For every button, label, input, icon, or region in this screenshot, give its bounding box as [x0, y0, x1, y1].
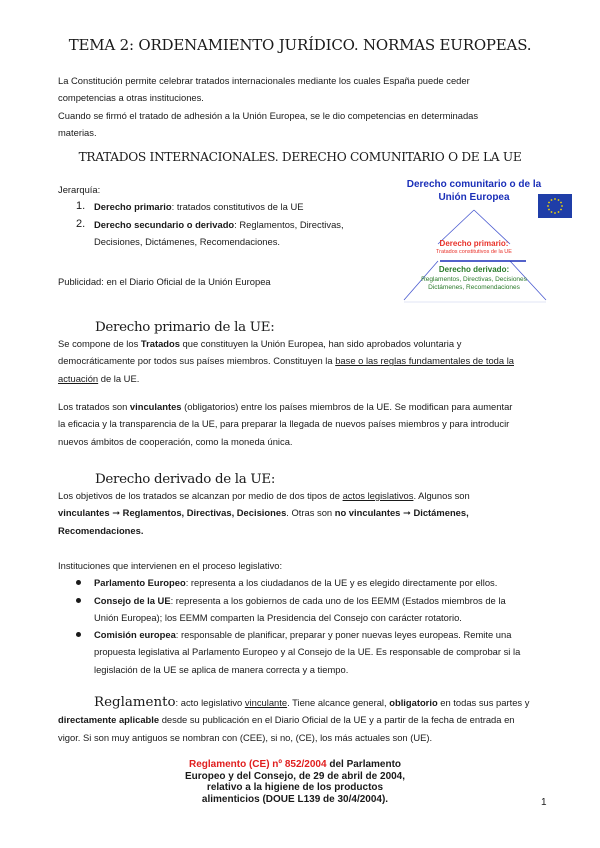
section-title-treaties: TRATADOS INTERNACIONALES. DERECHO COMUNITARIO O DE LA UE [78, 150, 522, 164]
derived-law-paragraph: Los objetivos de los tratados se alcanzan por medio de dos tipos de actos legislativos. Algunos son vinculantes ➞ Reglamentos, Directivas, Decisiones. Otras son no vinculantes ➞ Dictámenes, Recomendaciones. [58, 490, 470, 536]
primary-law-paragraph-1: Se compone de los Tratados que constituyen la Unión Europea, han sido aprobados voluntaria y democráticamente por todos sus países miembros. Constituyen la base o las reglas fundamentales de toda la actuación de la UE. [58, 338, 514, 384]
regulation-citation: Reglamento (CE) nº 852/2004 del Parlamento Europeo y del Consejo, de 29 de abril de 2004, relativo a la higiene de los productos alimenticios (DOUE L139 de 30/4/2004). [184, 759, 406, 805]
arrow-right-icon: ➞ [112, 507, 121, 519]
diagram-primary-law: Derecho primario: Tratados constitutivos de la UE [436, 239, 512, 255]
publicity-note: Publicidad: en el Diario Oficial de la Unión Europea [58, 276, 271, 287]
intro-line: Cuando se firmó el tratado de adhesión a la Unión Europea, se le dio competencias en determinadas [58, 109, 479, 121]
heading-primary-law: Derecho primario de la UE: [95, 320, 275, 335]
intro-line: competencias a otras instituciones. [58, 92, 204, 104]
diagram-derived-law: Derecho derivado: Reglamentos, Directivas, Decisiones Dictámenes, Recomendaciones [421, 265, 527, 291]
page-number: 1 [541, 797, 547, 808]
hierarchy-block [58, 181, 388, 250]
institutions-list [58, 574, 578, 678]
bullet-icon [76, 632, 81, 637]
institution-item-commission: Comisión europea: responsable de planificar, preparar y poner nuevas leyes europeas. Remite una propuesta legislativa al Parlamento Europeo y al Consejo de la UE. Es responsable de comprobar si la legislación de la UE se aplica de manera correcta y a tiempo. [58, 626, 578, 678]
bullet-icon [76, 580, 81, 585]
hierarchy-item: 2. Derecho secundario o derivado: Reglamentos, Directivas, Decisiones, Dictámenes, Recomendaciones. [76, 217, 344, 247]
institution-item-council: Consejo de la UE: representa a los gobiernos de cada uno de los EEMM (Estados miembros de la Unión Europea); los EEMM comparten la Presidencia del Consejo con carácter rotatorio. [58, 592, 578, 627]
regulation-paragraph: Reglamento: acto legislativo vinculante. Tiene alcance general, obligatorio en todas sus partes y directamente aplicable desde su publicación en el Diario Oficial de la UE y a partir de la fecha de entrada en vigor. Si son muy antiguos se nombran con (CEE), si no, (CE), los más actuales son (UE). [58, 695, 530, 743]
intro-line: materias. [58, 126, 97, 138]
institutions-block [58, 557, 578, 678]
heading-derived-law: Derecho derivado de la UE: [95, 472, 276, 487]
institution-item-parliament: Parlamento Europeo: representa a los ciudadanos de la UE y es elegido directamente por ellos. [58, 574, 578, 591]
intro-line: La Constitución permite celebrar tratados internacionales mediante los cuales España puede ceder [58, 75, 470, 86]
eu-flag-icon [538, 194, 572, 218]
primary-law-paragraph-2: Los tratados son vinculantes (obligatorios) entre los países miembros de la UE. Se modifican para aumentar la eficacia y la transparencia de la UE, para preparar la llegada de nuevos países miembros y para introducir nuevos ámbitos de cooperación, como la moneda única. [58, 401, 513, 447]
document-title: TEMA 2: ORDENAMIENTO JURÍDICO. NORMAS EUROPEAS. [68, 36, 532, 54]
heading-regulation: Reglamento [94, 695, 176, 710]
arrow-right-icon: ➞ [403, 507, 411, 519]
eu-law-pyramid-diagram [398, 178, 588, 308]
hierarchy-item: 1. Derecho primario: tratados constitutivos de la UE [76, 200, 304, 213]
bullet-icon [76, 598, 81, 603]
hierarchy-label: Jerarquía: [58, 184, 101, 195]
institutions-label: Instituciones que intervienen en el proceso legislativo: [58, 560, 283, 571]
diagram-title: Derecho comunitario o de la Unión Europea [406, 179, 542, 203]
intro-paragraph [58, 72, 558, 141]
hierarchy-list [58, 198, 388, 250]
